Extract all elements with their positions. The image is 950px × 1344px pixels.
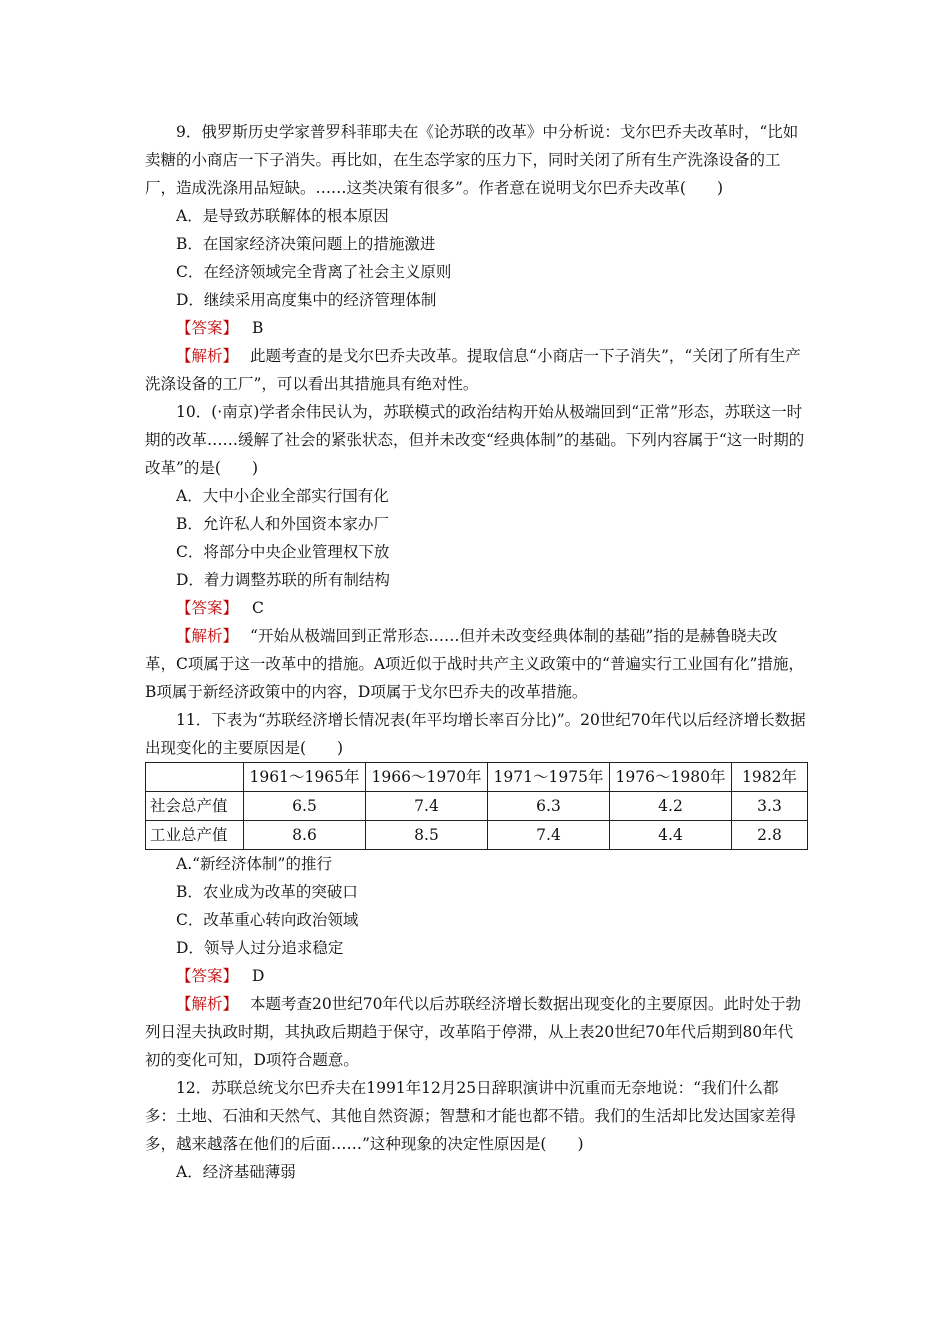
table-header-cell: 1982年 <box>732 763 808 792</box>
question-11-option-d: D．领导人过分追求稳定 <box>176 939 344 957</box>
growth-table <box>145 762 808 850</box>
question-11-answer <box>145 962 807 990</box>
table-cell: 8.5 <box>366 821 488 850</box>
answer-label: 【答案】 <box>176 319 239 337</box>
question-9-option-a: A．是导致苏联解体的根本原因 <box>176 207 389 225</box>
table-header-cell: 1971～1975年 <box>488 763 610 792</box>
question-11-explanation <box>145 990 807 1074</box>
table-row <box>146 792 808 821</box>
question-12-option-a: A．经济基础薄弱 <box>176 1163 296 1181</box>
explanation-label: 【解析】 <box>176 627 239 645</box>
question-10-explanation <box>145 622 807 706</box>
question-11-option-b: B．农业成为改革的突破口 <box>176 883 358 901</box>
question-9-explanation <box>145 342 807 398</box>
table-header-cell <box>146 763 244 792</box>
answer-value: D <box>252 967 265 985</box>
question-9-answer <box>145 314 807 342</box>
table-cell: 3.3 <box>732 792 808 821</box>
question-10-stem: 10．(·南京)学者余伟民认为，苏联模式的政治结构开始从极端回到“正常”形态，苏联这一时期的改革……缓解了社会的紧张状态，但并未改变“经典体制”的基础。下列内容属于“这一时期的改革”的是( ) <box>145 403 805 477</box>
table-cell: 4.4 <box>610 821 732 850</box>
question-11-option-a: A.“新经济体制”的推行 <box>176 855 332 873</box>
question-9-option-d: D．继续采用高度集中的经济管理体制 <box>176 291 437 309</box>
table-header-cell: 1976～1980年 <box>610 763 732 792</box>
question-12-stem: 12．苏联总统戈尔巴乔夫在1991年12月25日辞职演讲中沉重而无奈地说：“我们什么都多：土地、石油和天然气、其他自然资源；智慧和才能也都不错。我们的生活却比发达国家差得多，越来越落在他们的后面……”这种现象的决定性原因是( ) <box>145 1079 797 1153</box>
table-row-label: 社会总产值 <box>146 792 244 821</box>
explanation-label: 【解析】 <box>176 347 239 365</box>
question-10-option-c: C．将部分中央企业管理权下放 <box>176 543 390 561</box>
explanation-label: 【解析】 <box>176 995 239 1013</box>
table-row <box>146 821 808 850</box>
table-cell: 6.5 <box>244 792 366 821</box>
table-header-row <box>146 763 808 792</box>
document-page <box>145 118 807 1186</box>
answer-value: B <box>252 319 264 337</box>
table-header-cell: 1966～1970年 <box>366 763 488 792</box>
question-9-option-b: B．在国家经济决策问题上的措施激进 <box>176 235 436 253</box>
table-cell: 2.8 <box>732 821 808 850</box>
answer-value: C <box>252 599 264 617</box>
explanation-text: 本题考查20世纪70年代以后苏联经济增长数据出现变化的主要原因。此时处于勃列日涅夫执政时期，其执政后期趋于保守，改革陷于停滞，从上表20世纪70年代后期到80年代初的变化可知，D项符合题意。 <box>145 995 801 1069</box>
question-11-option-c: C．改革重心转向政治领域 <box>176 911 359 929</box>
explanation-text: 此题考查的是戈尔巴乔夫改革。提取信息“小商店一下子消失”，“关闭了所有生产洗涤设备的工厂”，可以看出其措施具有绝对性。 <box>145 347 801 393</box>
table-cell: 4.2 <box>610 792 732 821</box>
table-header-cell: 1961～1965年 <box>244 763 366 792</box>
table-row-label: 工业总产值 <box>146 821 244 850</box>
table-cell: 6.3 <box>488 792 610 821</box>
question-10-answer <box>145 594 807 622</box>
question-10-option-b: B．允许私人和外国资本家办厂 <box>176 515 389 533</box>
question-10-option-d: D．着力调整苏联的所有制结构 <box>176 571 390 589</box>
table-cell: 7.4 <box>488 821 610 850</box>
question-9-stem: 9．俄罗斯历史学家普罗科菲耶夫在《论苏联的改革》中分析说：戈尔巴乔夫改革时，“比如卖糖的小商店一下子消失。再比如，在生态学家的压力下，同时关闭了所有生产洗涤设备的工厂，造成洗涤用品短缺。……这类决策有很多”。作者意在说明戈尔巴乔夫改革( ) <box>145 123 799 197</box>
question-11-stem: 11．下表为“苏联经济增长情况表(年平均增长率百分比)”。20世纪70年代以后经济增长数据出现变化的主要原因是( ) <box>145 711 806 757</box>
question-9-option-c: C．在经济领域完全背离了社会主义原则 <box>176 263 452 281</box>
explanation-text: “开始从极端回到正常形态……但并未改变经典体制的基础”指的是赫鲁晓夫改革，C项属于这一改革中的措施。A项近似于战时共产主义政策中的“普遍实行工业国有化”措施，B项属于新经济政策中的内容，D项属于戈尔巴乔夫的改革措施。 <box>145 627 804 701</box>
table-cell: 7.4 <box>366 792 488 821</box>
table-cell: 8.6 <box>244 821 366 850</box>
answer-label: 【答案】 <box>176 599 239 617</box>
question-10-option-a: A．大中小企业全部实行国有化 <box>176 487 389 505</box>
answer-label: 【答案】 <box>176 967 239 985</box>
